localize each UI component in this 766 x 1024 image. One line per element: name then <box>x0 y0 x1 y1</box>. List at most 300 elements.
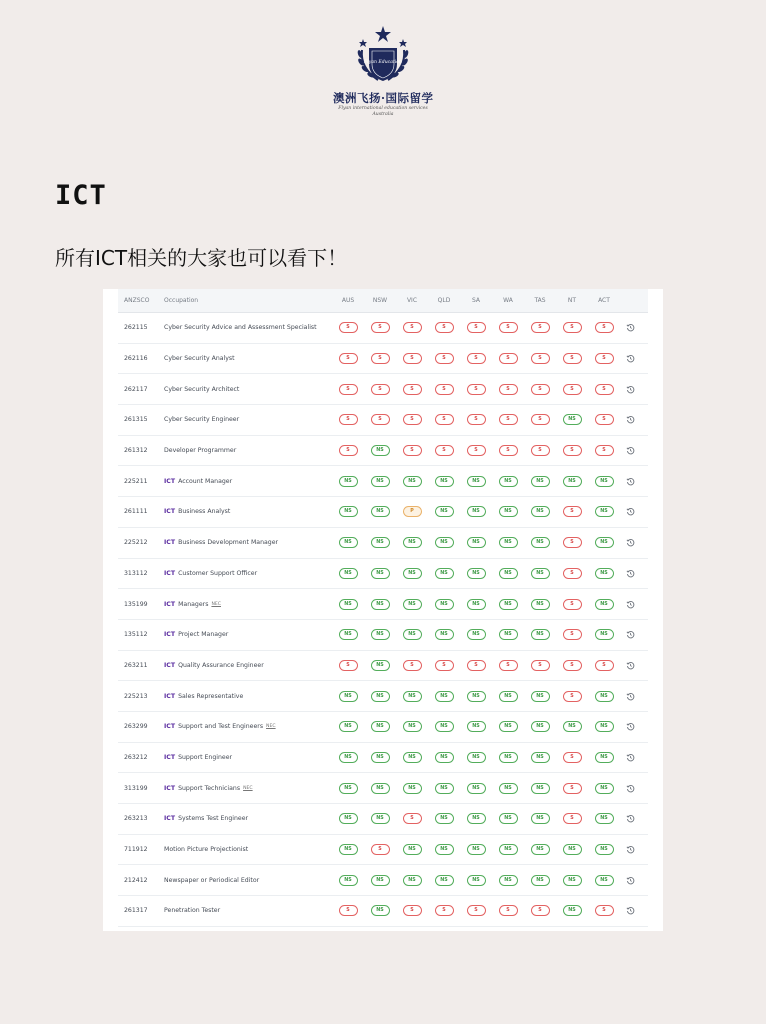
history-button[interactable] <box>623 773 637 803</box>
status-badge: NS <box>435 721 454 732</box>
status-badge: NS <box>595 752 614 763</box>
occupation-name[interactable] <box>164 712 334 742</box>
history-icon <box>626 415 635 424</box>
status-badge: S <box>563 322 582 333</box>
status-badge: S <box>339 414 358 425</box>
status-badge: S <box>595 384 614 395</box>
status-cell-vic <box>400 743 424 773</box>
status-cell-vic <box>400 589 424 619</box>
occupation-title: Support Technicians <box>178 784 241 792</box>
status-cell-aus <box>336 804 360 834</box>
status-cell-tas <box>528 466 552 496</box>
anzsco-code: 313199 <box>124 784 148 792</box>
header-state-wa: WA <box>503 297 513 304</box>
status-badge: NS <box>339 568 358 579</box>
status-cell-act <box>592 896 616 926</box>
status-cell-aus <box>336 559 360 589</box>
status-cell-vic <box>400 405 424 435</box>
status-cell-wa <box>496 559 520 589</box>
status-cell-nt <box>560 681 584 711</box>
status-cell-qld <box>432 620 456 650</box>
history-button[interactable] <box>623 681 637 711</box>
status-badge: NS <box>467 568 486 579</box>
status-cell-vic <box>400 344 424 374</box>
status-cell-sa <box>464 528 488 558</box>
status-badge: S <box>467 445 486 456</box>
occupation-title: Cyber Security Analyst <box>164 355 235 363</box>
ict-prefix: ICT <box>164 569 176 577</box>
status-badge: NS <box>499 506 518 517</box>
history-icon <box>626 600 635 609</box>
status-badge: NS <box>499 875 518 886</box>
status-cell-wa <box>496 313 520 343</box>
status-cell-sa <box>464 436 488 466</box>
occupation-title: Customer Support Officer <box>178 569 258 577</box>
occupation-name[interactable] <box>164 743 334 773</box>
status-badge: NS <box>467 783 486 794</box>
status-cell-sa <box>464 651 488 681</box>
anzsco-code: 261111 <box>124 508 148 516</box>
status-badge: S <box>499 322 518 333</box>
status-badge: NS <box>435 813 454 824</box>
status-badge: NS <box>595 599 614 610</box>
status-badge: S <box>339 905 358 916</box>
status-cell-qld <box>432 436 456 466</box>
status-cell-vic <box>400 896 424 926</box>
history-icon <box>626 722 635 731</box>
anzsco-code: 261315 <box>124 416 148 424</box>
status-badge: NS <box>531 813 550 824</box>
status-badge: S <box>339 322 358 333</box>
status-badge: NS <box>371 875 390 886</box>
table-row[interactable] <box>118 589 648 620</box>
status-badge: S <box>339 445 358 456</box>
status-badge: NS <box>531 476 550 487</box>
status-badge: NS <box>339 783 358 794</box>
status-badge: NS <box>371 599 390 610</box>
occupation-title: Business Analyst <box>178 508 231 516</box>
status-cell-vic <box>400 620 424 650</box>
status-badge: S <box>531 445 550 456</box>
status-cell-qld <box>432 681 456 711</box>
status-badge: NS <box>499 537 518 548</box>
ict-prefix: ICT <box>164 631 176 639</box>
status-badge: NS <box>467 752 486 763</box>
status-badge: NS <box>499 691 518 702</box>
status-badge: NS <box>595 629 614 640</box>
status-cell-aus <box>336 466 360 496</box>
status-badge: NS <box>371 568 390 579</box>
table-row[interactable] <box>118 405 648 436</box>
status-badge: NS <box>531 721 550 732</box>
history-button[interactable] <box>623 835 637 865</box>
table-row[interactable] <box>118 528 648 559</box>
status-cell-act <box>592 681 616 711</box>
occupation-name[interactable] <box>164 466 334 496</box>
history-icon <box>626 630 635 639</box>
anzsco-code: 711912 <box>124 846 148 854</box>
status-cell-qld <box>432 773 456 803</box>
status-badge: S <box>499 384 518 395</box>
history-icon <box>626 538 635 547</box>
status-badge: S <box>563 445 582 456</box>
history-button[interactable] <box>623 559 637 589</box>
status-badge: S <box>403 384 422 395</box>
ict-prefix: ICT <box>164 723 176 731</box>
status-cell-nsw <box>368 620 392 650</box>
table-row[interactable] <box>118 896 648 927</box>
table-row[interactable] <box>118 651 648 682</box>
status-cell-nsw <box>368 405 392 435</box>
status-badge: S <box>595 322 614 333</box>
status-badge: S <box>531 905 550 916</box>
occupation-name[interactable] <box>164 896 334 926</box>
status-badge: NS <box>595 844 614 855</box>
status-badge: NS <box>403 875 422 886</box>
history-icon <box>626 906 635 915</box>
history-button[interactable] <box>623 743 637 773</box>
status-cell-qld <box>432 835 456 865</box>
status-cell-act <box>592 405 616 435</box>
occupation-title: Managers <box>178 600 209 608</box>
status-badge: S <box>531 353 550 364</box>
status-cell-tas <box>528 896 552 926</box>
occupation-name[interactable] <box>164 835 334 865</box>
history-button[interactable] <box>623 589 637 619</box>
laurel-shield-icon <box>352 24 414 86</box>
occupation-name[interactable] <box>164 681 334 711</box>
occupation-title: Account Manager <box>178 477 233 485</box>
anzsco-code: 225212 <box>124 539 148 547</box>
status-cell-tas <box>528 651 552 681</box>
history-button[interactable] <box>623 466 637 496</box>
status-cell-act <box>592 835 616 865</box>
status-badge: S <box>339 660 358 671</box>
status-badge: S <box>339 384 358 395</box>
ict-prefix: ICT <box>164 508 176 516</box>
status-badge: S <box>371 384 390 395</box>
status-badge: S <box>403 414 422 425</box>
table-row[interactable] <box>118 559 648 590</box>
status-badge: S <box>467 353 486 364</box>
status-cell-aus <box>336 712 360 742</box>
status-cell-wa <box>496 651 520 681</box>
status-cell-nt <box>560 743 584 773</box>
status-badge: S <box>435 322 454 333</box>
history-button[interactable] <box>623 497 637 527</box>
status-cell-qld <box>432 313 456 343</box>
status-cell-wa <box>496 589 520 619</box>
status-cell-wa <box>496 528 520 558</box>
status-cell-act <box>592 804 616 834</box>
status-badge: NS <box>371 445 390 456</box>
history-button[interactable] <box>623 313 637 343</box>
occupation-name[interactable] <box>164 313 334 343</box>
status-badge: NS <box>403 568 422 579</box>
status-cell-nsw <box>368 712 392 742</box>
status-badge: NS <box>339 721 358 732</box>
status-cell-tas <box>528 528 552 558</box>
occupation-name[interactable] <box>164 620 334 650</box>
header-state-sa: SA <box>471 297 481 304</box>
history-button[interactable] <box>623 896 637 926</box>
status-cell-aus <box>336 405 360 435</box>
table-row[interactable] <box>118 466 648 497</box>
status-badge: NS <box>499 568 518 579</box>
occupation-name[interactable] <box>164 497 334 527</box>
status-cell-nt <box>560 865 584 895</box>
status-cell-aus <box>336 313 360 343</box>
status-cell-tas <box>528 773 552 803</box>
status-badge: S <box>563 813 582 824</box>
status-cell-wa <box>496 466 520 496</box>
status-cell-qld <box>432 466 456 496</box>
occupation-name[interactable] <box>164 559 334 589</box>
status-badge: S <box>467 414 486 425</box>
status-cell-sa <box>464 344 488 374</box>
status-cell-act <box>592 620 616 650</box>
history-icon <box>626 323 635 332</box>
status-badge: NS <box>339 752 358 763</box>
table-row[interactable] <box>118 865 648 896</box>
header-occupation: Occupation <box>164 297 199 304</box>
status-badge: NS <box>435 629 454 640</box>
status-cell-vic <box>400 651 424 681</box>
status-badge: S <box>499 445 518 456</box>
status-cell-nt <box>560 896 584 926</box>
history-button[interactable] <box>623 374 637 404</box>
status-cell-qld <box>432 589 456 619</box>
occupation-name[interactable] <box>164 528 334 558</box>
status-cell-tas <box>528 620 552 650</box>
status-badge: S <box>563 660 582 671</box>
occupation-title: Project Manager <box>178 631 229 639</box>
status-badge: NS <box>531 691 550 702</box>
status-cell-qld <box>432 651 456 681</box>
occupation-title: Cyber Security Advice and Assessment Specialist <box>164 324 317 332</box>
status-cell-wa <box>496 436 520 466</box>
status-badge: S <box>435 384 454 395</box>
table-row[interactable] <box>118 620 648 651</box>
table-row[interactable] <box>118 344 648 375</box>
status-cell-wa <box>496 712 520 742</box>
ict-prefix: ICT <box>164 784 176 792</box>
history-button[interactable] <box>623 865 637 895</box>
status-cell-tas <box>528 835 552 865</box>
status-cell-tas <box>528 804 552 834</box>
history-button[interactable] <box>623 344 637 374</box>
status-badge: P <box>403 506 422 517</box>
status-badge: S <box>563 384 582 395</box>
status-cell-tas <box>528 313 552 343</box>
status-cell-tas <box>528 344 552 374</box>
status-cell-nsw <box>368 528 392 558</box>
status-badge: S <box>595 353 614 364</box>
table-row[interactable] <box>118 313 648 344</box>
occupation-name[interactable] <box>164 374 334 404</box>
anzsco-code: 262117 <box>124 385 148 393</box>
history-button[interactable] <box>623 804 637 834</box>
table-row[interactable] <box>118 712 648 743</box>
occupation-name[interactable] <box>164 344 334 374</box>
status-badge: NS <box>371 783 390 794</box>
status-cell-wa <box>496 896 520 926</box>
occupation-name[interactable] <box>164 436 334 466</box>
occupation-title: Cyber Security Architect <box>164 385 240 393</box>
history-button[interactable] <box>623 651 637 681</box>
status-badge: NS <box>467 476 486 487</box>
status-badge: S <box>403 813 422 824</box>
status-badge: S <box>371 414 390 425</box>
status-badge: NS <box>403 752 422 763</box>
status-cell-sa <box>464 804 488 834</box>
nec-tag: NEC <box>211 601 221 607</box>
table-row[interactable] <box>118 374 648 405</box>
history-button[interactable] <box>623 405 637 435</box>
status-cell-wa <box>496 681 520 711</box>
status-cell-aus <box>336 374 360 404</box>
status-badge: S <box>371 322 390 333</box>
status-badge: S <box>403 660 422 671</box>
history-icon <box>626 477 635 486</box>
status-cell-act <box>592 773 616 803</box>
status-cell-vic <box>400 773 424 803</box>
status-cell-sa <box>464 374 488 404</box>
history-icon <box>626 753 635 762</box>
occupation-name[interactable] <box>164 865 334 895</box>
anzsco-code: 313112 <box>124 569 148 577</box>
anzsco-code: 225211 <box>124 477 148 485</box>
status-cell-nt <box>560 528 584 558</box>
status-cell-sa <box>464 620 488 650</box>
status-cell-nt <box>560 835 584 865</box>
ict-prefix: ICT <box>164 661 176 669</box>
occupation-name[interactable] <box>164 589 334 619</box>
table-row[interactable] <box>118 835 648 866</box>
status-cell-nsw <box>368 466 392 496</box>
status-cell-tas <box>528 559 552 589</box>
anzsco-code: 261317 <box>124 907 148 915</box>
status-cell-aus <box>336 589 360 619</box>
status-badge: NS <box>563 476 582 487</box>
status-badge: NS <box>531 875 550 886</box>
status-badge: NS <box>499 752 518 763</box>
table-header <box>118 289 648 313</box>
occupation-name[interactable] <box>164 405 334 435</box>
status-badge: S <box>531 660 550 671</box>
status-cell-vic <box>400 374 424 404</box>
status-cell-nsw <box>368 804 392 834</box>
occupation-title: Business Development Manager <box>178 539 279 547</box>
history-button[interactable] <box>623 528 637 558</box>
status-cell-nt <box>560 313 584 343</box>
page-title: ICT <box>55 180 107 211</box>
occupation-name[interactable] <box>164 804 334 834</box>
status-badge: S <box>467 384 486 395</box>
status-badge: NS <box>499 844 518 855</box>
history-icon <box>626 814 635 823</box>
status-cell-aus <box>336 651 360 681</box>
status-badge: NS <box>467 629 486 640</box>
status-badge: S <box>499 353 518 364</box>
status-badge: NS <box>371 537 390 548</box>
table-row[interactable] <box>118 804 648 835</box>
status-badge: NS <box>403 691 422 702</box>
history-button[interactable] <box>623 620 637 650</box>
status-cell-qld <box>432 743 456 773</box>
status-badge: NS <box>403 476 422 487</box>
status-badge: NS <box>339 476 358 487</box>
status-badge: NS <box>531 752 550 763</box>
ict-prefix: ICT <box>164 477 176 485</box>
table-row[interactable] <box>118 773 648 804</box>
status-cell-tas <box>528 405 552 435</box>
status-badge: NS <box>403 721 422 732</box>
history-button[interactable] <box>623 712 637 742</box>
status-badge: S <box>563 537 582 548</box>
status-cell-vic <box>400 497 424 527</box>
status-badge: NS <box>563 721 582 732</box>
status-badge: NS <box>435 599 454 610</box>
status-badge: NS <box>499 629 518 640</box>
status-cell-qld <box>432 804 456 834</box>
status-badge: NS <box>435 476 454 487</box>
history-icon <box>626 692 635 701</box>
status-cell-qld <box>432 712 456 742</box>
status-cell-tas <box>528 743 552 773</box>
table-row[interactable] <box>118 681 648 712</box>
anzsco-code: 262116 <box>124 355 148 363</box>
status-badge: S <box>435 353 454 364</box>
status-badge: NS <box>563 905 582 916</box>
status-cell-nt <box>560 344 584 374</box>
status-badge: S <box>435 414 454 425</box>
status-cell-sa <box>464 773 488 803</box>
anzsco-code: 261312 <box>124 447 148 455</box>
history-button[interactable] <box>623 436 637 466</box>
status-cell-nt <box>560 620 584 650</box>
table-row[interactable] <box>118 497 648 528</box>
status-badge: NS <box>467 721 486 732</box>
status-cell-tas <box>528 436 552 466</box>
status-badge: S <box>435 660 454 671</box>
status-cell-sa <box>464 712 488 742</box>
table-row[interactable] <box>118 743 648 774</box>
status-badge: NS <box>403 599 422 610</box>
header-state-aus: AUS <box>341 297 355 304</box>
occupation-title: Penetration Tester <box>164 907 221 915</box>
header-anzsco: ANZSCO <box>124 297 150 304</box>
status-cell-act <box>592 589 616 619</box>
ict-prefix: ICT <box>164 753 176 761</box>
history-icon <box>626 845 635 854</box>
status-badge: NS <box>435 537 454 548</box>
occupation-name[interactable] <box>164 773 334 803</box>
status-cell-aus <box>336 743 360 773</box>
status-cell-sa <box>464 497 488 527</box>
occupation-name[interactable] <box>164 651 334 681</box>
status-cell-sa <box>464 681 488 711</box>
status-cell-act <box>592 712 616 742</box>
status-cell-vic <box>400 712 424 742</box>
table-row[interactable] <box>118 436 648 467</box>
status-cell-nsw <box>368 651 392 681</box>
status-badge: S <box>371 844 390 855</box>
history-icon <box>626 661 635 670</box>
status-cell-act <box>592 374 616 404</box>
status-badge: S <box>595 414 614 425</box>
status-cell-aus <box>336 835 360 865</box>
